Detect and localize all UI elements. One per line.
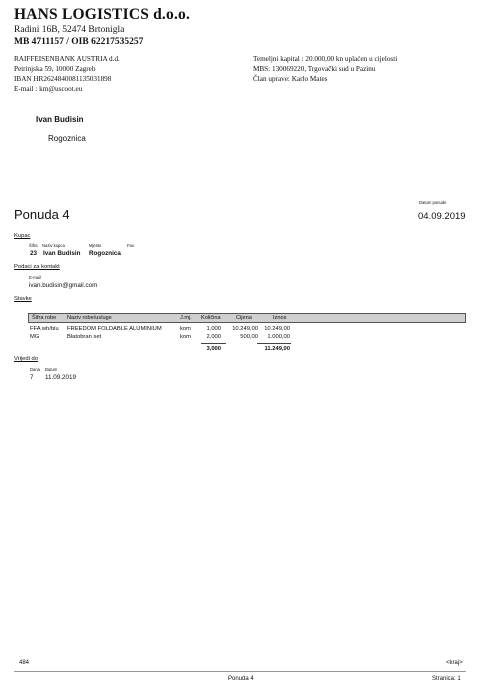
section-items	[14, 296, 32, 302]
row2-amount: 1.000,00	[267, 334, 290, 340]
row1-unit: kom	[180, 326, 191, 332]
validity-date-label: Datum	[45, 367, 58, 372]
capital-info: Temeljni kapital : 20.000,00 kn uplaćen u cijelosti	[253, 55, 398, 63]
kupac-place: Rogoznica	[89, 250, 121, 257]
document-title: Ponuda 4	[14, 207, 70, 222]
recipient-city: Rogoznica	[48, 134, 86, 143]
validity-date: 11.09.2019	[45, 374, 77, 381]
validity-days-label: Dana	[30, 367, 41, 372]
validity-days: 7	[30, 374, 34, 381]
recipient-name: Ivan Budisin	[36, 115, 84, 124]
row2-name: Blatobran set	[67, 334, 102, 340]
kupac-name: Ivan Budisin	[43, 250, 81, 257]
header-amount: Iznos	[273, 315, 287, 321]
section-contact-label: Podaci za kontakt	[14, 264, 60, 270]
total-qty: 3,000	[206, 346, 221, 352]
iban: IBAN HR2624840081135031898	[14, 75, 112, 83]
footer-left-number: 484	[19, 660, 30, 666]
section-items-label: Stavke	[14, 296, 32, 302]
header-name: Naziv robe/usluge	[67, 315, 112, 321]
footer-page-number: Stranica: 1	[432, 676, 461, 682]
footer-divider	[14, 671, 466, 672]
section-contact	[14, 264, 60, 270]
company-name: HANS LOGISTICS d.o.o.	[14, 6, 191, 23]
mbs-info: MBS: 130069220, Trgovački sud u Pazinu	[253, 65, 376, 73]
row2-qty: 2,000	[206, 334, 221, 340]
row2-unit: kom	[180, 334, 191, 340]
header-qty: Količina	[201, 315, 221, 321]
kupac-fax-header: Fax	[127, 243, 134, 248]
row2-price: 500,00	[240, 334, 258, 340]
header-code: Šifra robe	[32, 315, 57, 321]
section-kupac-label: Kupac	[14, 233, 31, 239]
kupac-code-header: Šifra	[29, 243, 38, 248]
row1-qty: 1,000	[206, 326, 221, 332]
items-table-header	[28, 313, 466, 323]
date-value: 04.09.2019	[418, 211, 466, 222]
company-address: Radini 16B, 52474 Brtonigla	[14, 25, 125, 35]
date-label: Datum ponude	[419, 200, 447, 205]
board-member: Član uprave: Karlo Mates	[253, 75, 328, 83]
amount-total-divider	[257, 343, 291, 344]
header-price: Cijena	[236, 315, 252, 321]
row2-code: MG	[30, 334, 40, 340]
row1-price: 10.249,00	[232, 326, 258, 332]
header-unit: J.mj.	[180, 315, 192, 321]
contact-email-value: ivan.budisin@gmail.com	[29, 282, 98, 289]
contact-email-label: E-mail	[29, 275, 41, 280]
row1-name: FREEDOM FOLDABLE ALUMINIUM	[67, 326, 162, 332]
bank-address: Petrinjska 59, 10000 Zagreb	[14, 65, 96, 73]
row1-code: FFA wh/blu	[30, 326, 59, 332]
section-kupac	[14, 233, 30, 239]
section-validity	[14, 356, 38, 362]
section-validity-label: Vrijedi do	[14, 356, 38, 362]
kupac-code: 23	[30, 250, 38, 257]
row1-amount: 10.249,00	[264, 326, 290, 332]
total-amount: 11.249,00	[264, 346, 290, 352]
qty-total-divider	[201, 343, 226, 344]
company-ids: MB 4711157 / OIB 62217535257	[14, 37, 144, 47]
footer-end-marker: <kraj>	[446, 660, 463, 666]
bank-name: RAIFFEISENBANK AUSTRIA d.d.	[14, 55, 120, 63]
company-email: E-mail : km@uscoot.eu	[14, 85, 83, 93]
kupac-name-header: Naziv kupca	[42, 243, 65, 248]
kupac-place-header: Mjesto	[89, 243, 102, 248]
footer-document-name: Ponuda 4	[228, 676, 254, 682]
